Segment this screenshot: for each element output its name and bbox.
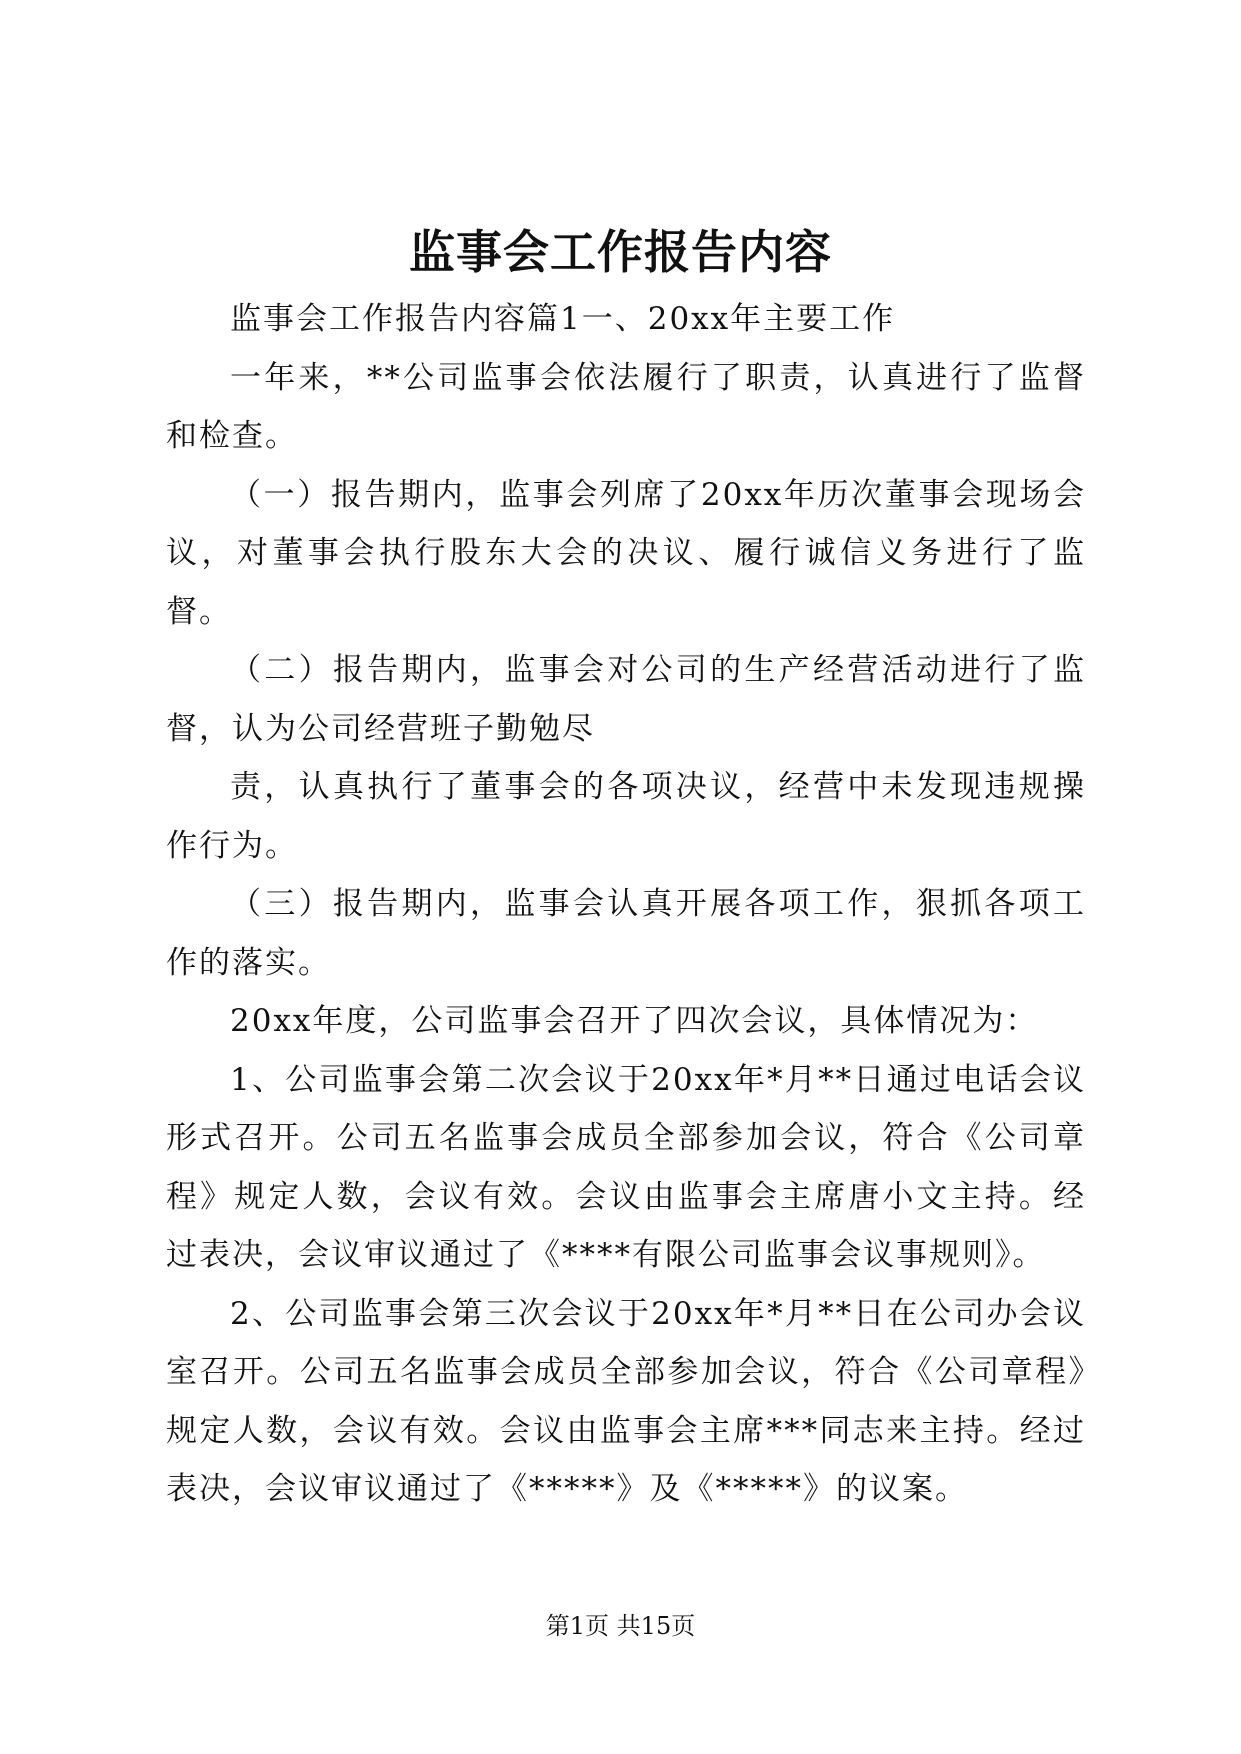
paragraph-8: 1、公司监事会第二次会议于20xx年*月**日通过电话会议形式召开。公司五名监事会成员全部参加会议，符合《公司章程》规定人数，会议有效。会议由监事会主席唐小文主持。经过表决，会议审议通过了《****有限公司监事会议事规则》。: [166, 1061, 1086, 1273]
paragraph-4: （二）报告期内，监事会对公司的生产经营活动进行了监督，认为公司经营班子勤勉尽: [166, 652, 1086, 747]
document-title: 监事会工作报告内容: [409, 225, 832, 279]
document-body: [166, 290, 1086, 1519]
paragraph-7: 20xx年度，公司监事会召开了四次会议，具体情况为：: [230, 1003, 1039, 1039]
page-number-footer: 第1页 共15页: [545, 1612, 696, 1640]
paragraph-3: （一）报告期内，监事会列席了20xx年历次董事会现场会议，对董事会执行股东大会的决议、履行诚信义务进行了监督。: [166, 476, 1086, 630]
paragraph-1: 监事会工作报告内容篇1一、20xx年主要工作: [230, 301, 896, 337]
paragraph-9: 2、公司监事会第三次会议于20xx年*月**日在公司办会议室召开。公司五名监事会成员全部参加会议，符合《公司章程》规定人数，会议有效。会议由监事会主席***同志来主持。经过表决，会议审议通过了《*****》及《*****》的议案。: [166, 1295, 1086, 1507]
paragraph-5: 责，认真执行了董事会的各项决议，经营中未发现违规操作行为。: [166, 769, 1086, 864]
paragraph-6: （三）报告期内，监事会认真开展各项工作，狠抓各项工作的落实。: [166, 886, 1086, 981]
paragraph-2: 一年来，**公司监事会依法履行了职责，认真进行了监督和检查。: [166, 359, 1086, 454]
